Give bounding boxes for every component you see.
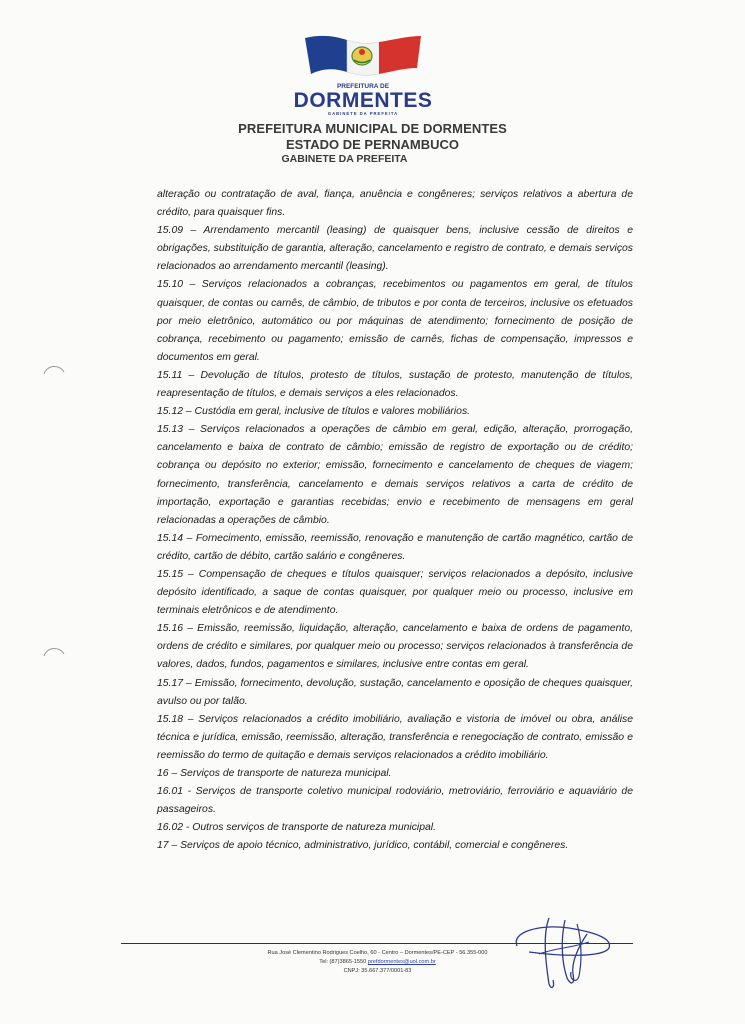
paragraph: 15.11 – Devolução de títulos, protesto de títulos, sustação de protesto, manutenção de títulos, reapresentação de títulos, e demais serviços a eles relacionados. bbox=[157, 369, 633, 400]
footer bbox=[200, 949, 555, 977]
header-state: ESTADO DE PERNAMBUCO bbox=[285, 137, 460, 152]
paragraph: 16.02 - Outros serviços de transporte de natureza municipal. bbox=[157, 822, 436, 834]
document-body bbox=[157, 186, 633, 855]
paragraph: 15.09 – Arrendamento mercantil (leasing) de quaisquer bens, inclusive cessão de direitos e obrigações, substituição de garantia, alteração, cancelamento e registro de contrato, e demais serviços relacionados ao arrendamento mercantil (leasing). bbox=[157, 225, 633, 273]
signature bbox=[509, 914, 619, 994]
paragraph: 16.01 - Serviços de transporte coletivo municipal rodoviário, metroviário, ferroviário e aquaviário de passageiros. bbox=[157, 786, 633, 816]
logo-text-main: DORMENTES bbox=[293, 89, 433, 112]
paragraph: 15.13 – Serviços relacionados a operações de câmbio em geral, edição, alteração, prorrogação, cancelamento e baixa de contrato de câmbio; emissão de registro de exportação ou de crédito; cobrança ou depósito no exterior; emissão, fornecimento e cancelamento de cheques de viagem; fornecimento, transferência, cancelamento e demais serviços relativos a carta de crédito de importação, exportação e garantias recebidas; envio e recebimento de mensagens em geral relacionadas a operações de câmbio. bbox=[157, 424, 633, 526]
footer-phone: Tel: (87)3865-1550 bbox=[319, 959, 367, 966]
paragraph: 16 – Serviços de transporte de natureza municipal. bbox=[157, 768, 392, 779]
paragraph: 15.18 – Serviços relacionados a crédito imobiliário, avaliação e vistoria de imóvel ou obra, análise técnica e jurídica, emissão, reemissão, alteração, transferência e renegociação de contrato, emissão e reemissão do termo de quitação e demais serviços relacionados a crédito imobiliário. bbox=[157, 713, 633, 761]
prefeitura-logo bbox=[283, 30, 443, 120]
paragraph: 15.16 – Emissão, reemissão, liquidação, alteração, cancelamento e baixa de ordens de pagamento, ordens de crédito e similares, por qualquer meio ou processo; serviços relacionados à transferência de valores, dados, fundos, pagamentos e similares, inclusive entre contas em geral. bbox=[157, 623, 633, 671]
footer-contact bbox=[200, 958, 555, 967]
paragraph: 15.14 – Fornecimento, emissão, reemissão, renovação e manutenção de cartão magnético, cartão de crédito, cartão de débito, cartão salário e congêneres. bbox=[157, 532, 633, 562]
paragraph: alteração ou contratação de aval, fiança, anuência e congêneres; serviços relativos a abertura de crédito, para quaisquer fins. bbox=[157, 189, 633, 219]
paragraph: 17 – Serviços de apoio técnico, administrativo, jurídico, contábil, comercial e congêneres. bbox=[157, 840, 569, 852]
paragraph: 15.17 – Emissão, fornecimento, devolução, sustação, cancelamento e oposição de cheques quaisquer, avulso ou por talão. bbox=[157, 677, 633, 707]
footer-address: Rua José Clementino Rodrigues Coelho, 60 - Centro – Dormentes/PE-CEP - 56.355-000 bbox=[267, 950, 488, 956]
footer-email[interactable]: prefdormentes@uol.com.br bbox=[367, 959, 436, 966]
logo-text-sub: GABINETE DA PREFEITA bbox=[327, 111, 399, 116]
header-office: GABINETE DA PREFEITA bbox=[281, 153, 408, 165]
footer-cnpj: CNPJ: 35.667.377/0001-83 bbox=[343, 968, 412, 975]
punch-hole-mark bbox=[40, 358, 70, 388]
paragraph: 15.10 – Serviços relacionados a cobranças, recebimentos ou pagamentos em geral, de títulos quaisquer, de contas ou carnês, de câmbio, de tributos e por conta de terceiros, inclusive os efetuados por meio eletrônico, automático ou por máquinas de atendimento; fornecimento de posição de cobrança, recebimento ou pagamento; emissão de carnês, fichas de compensação, impressos e documentos em geral. bbox=[157, 279, 633, 363]
paragraph: 15.15 – Compensação de cheques e títulos quaisquer; serviços relacionados a depósito, inclusive depósito identificado, a saque de contas quaisquer, por qualquer meio ou processo, inclusive em terminais eletrônicos e de atendimento. bbox=[157, 568, 633, 617]
logo-text-top: PREFEITURA DE bbox=[336, 83, 390, 90]
paragraph: 15.12 – Custódia em geral, inclusive de títulos e valores mobiliários. bbox=[157, 406, 471, 418]
header-title: PREFEITURA MUNICIPAL DE DORMENTES bbox=[238, 121, 507, 136]
punch-hole-mark bbox=[40, 640, 70, 670]
